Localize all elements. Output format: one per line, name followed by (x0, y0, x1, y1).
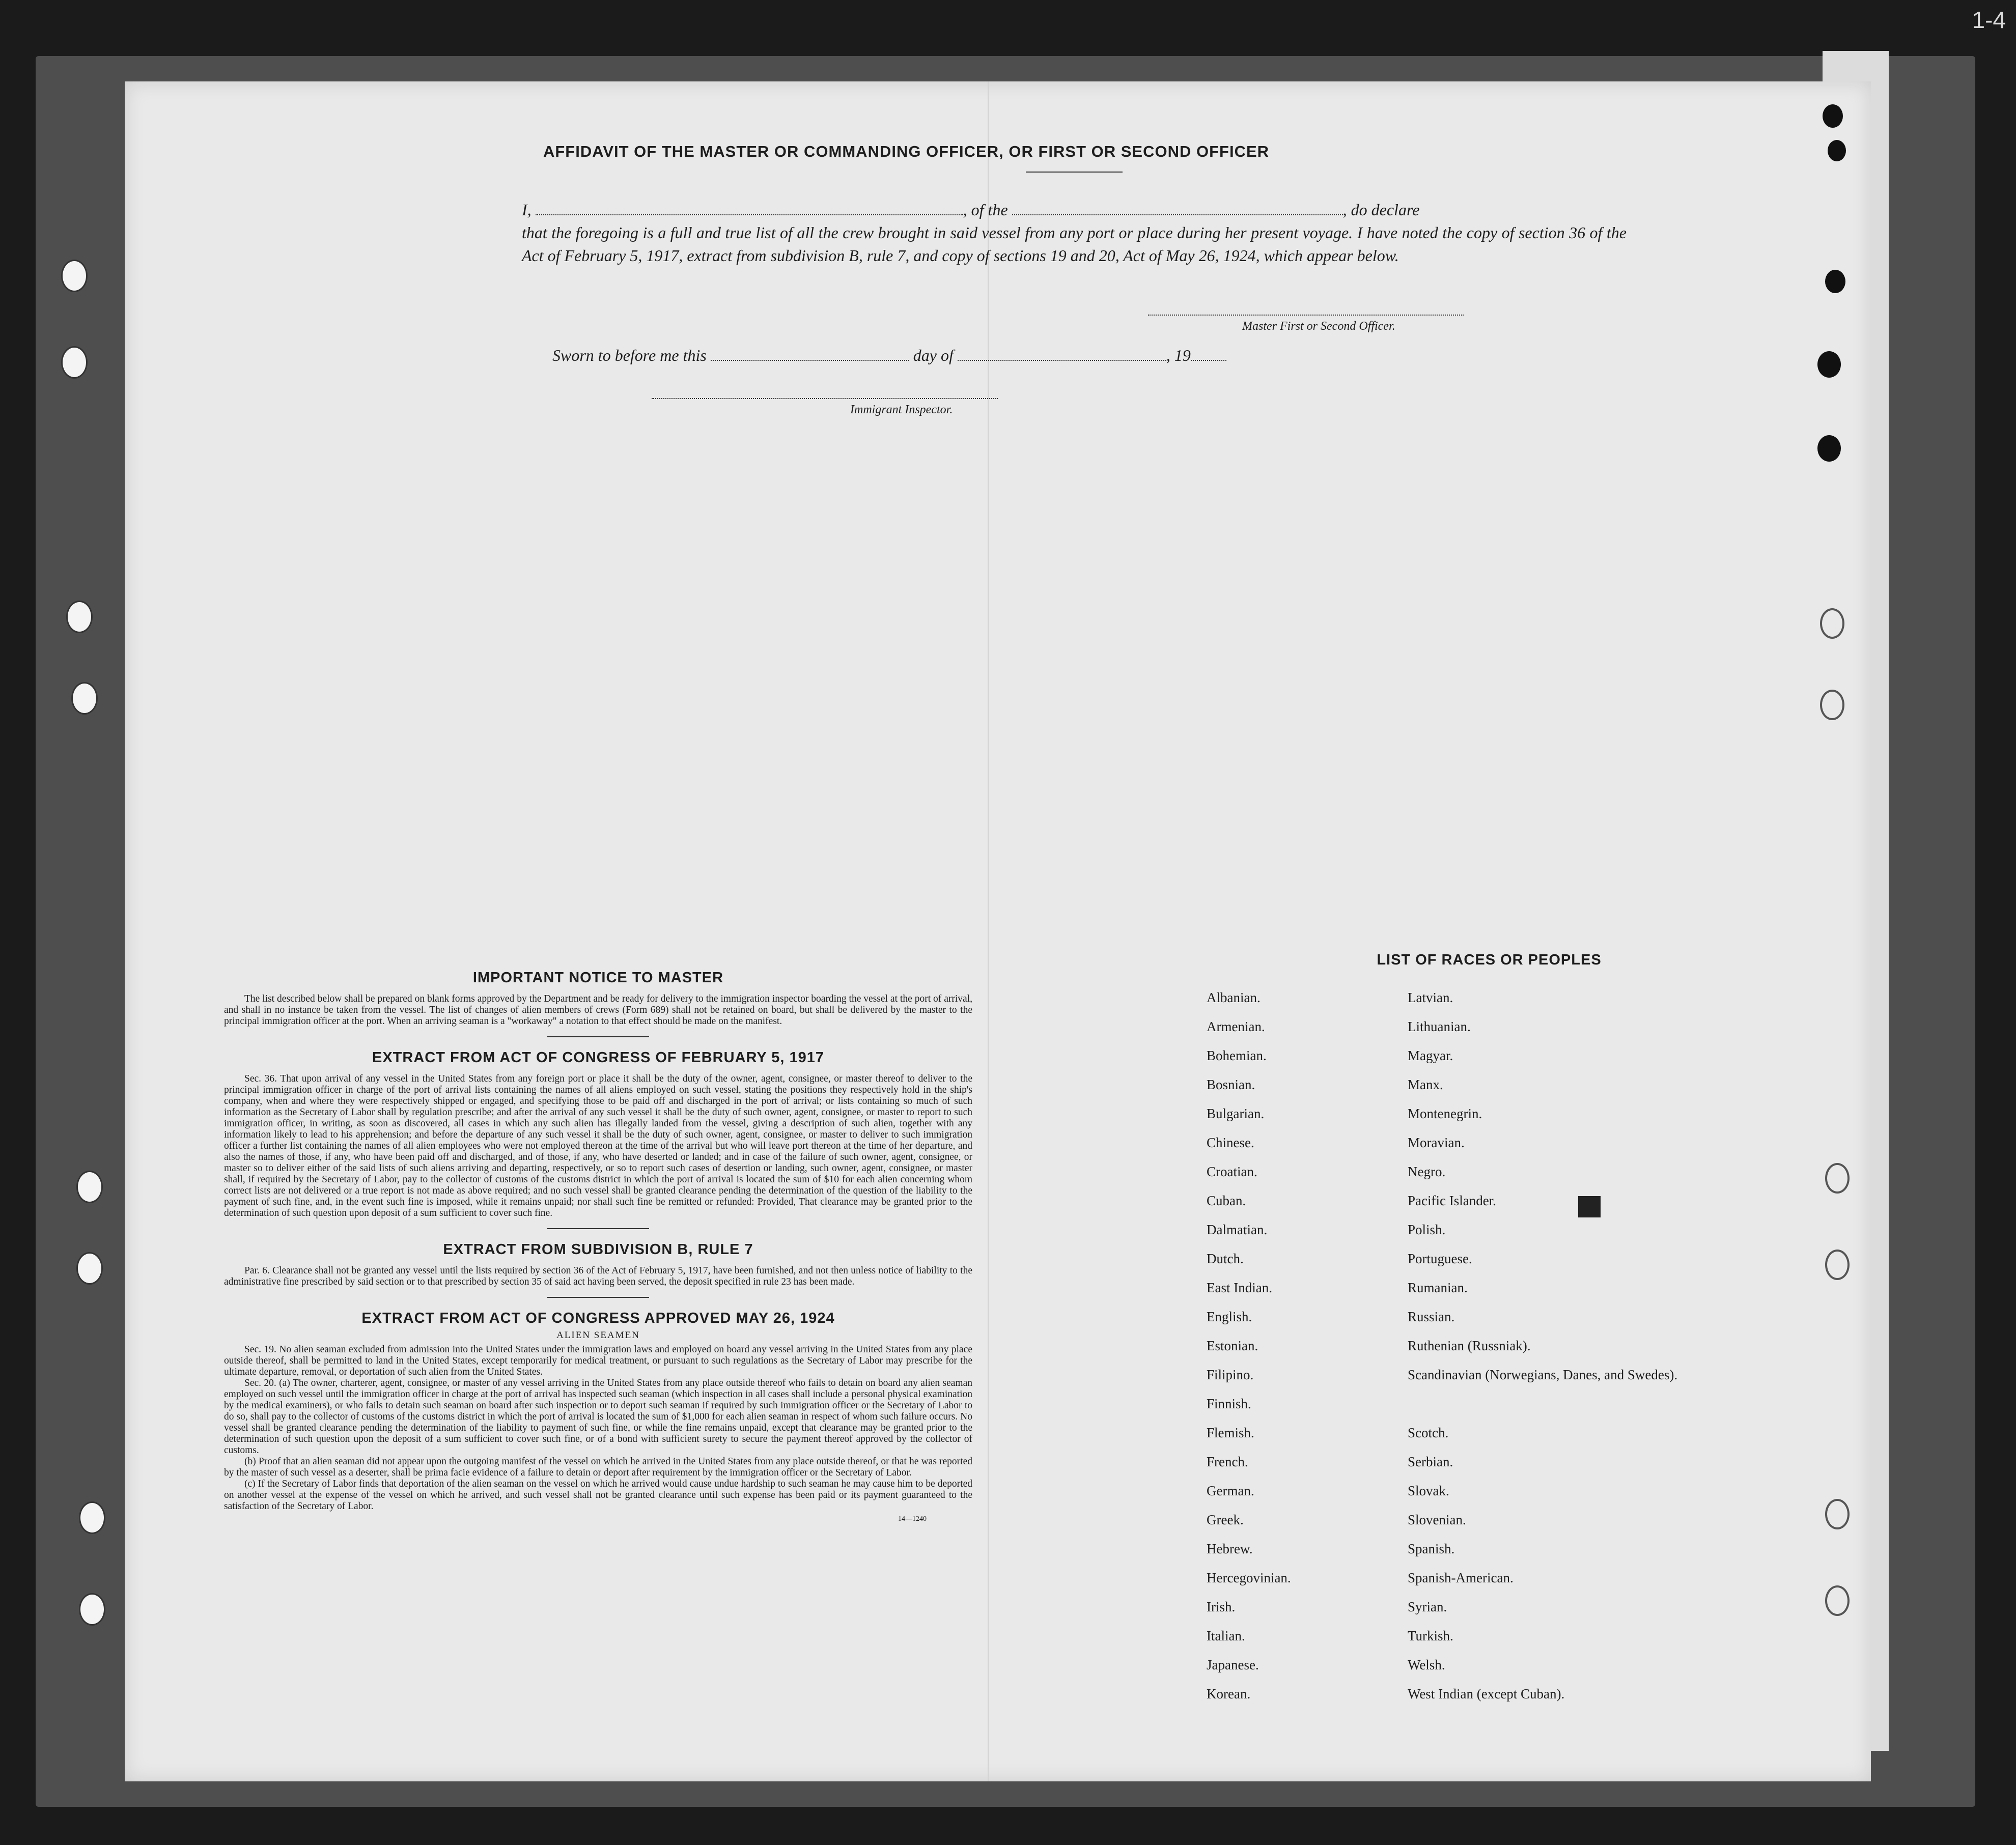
alien-seamen-subtitle: ALIEN SEAMEN (556, 1330, 640, 1341)
race-item: Syrian. (1408, 1599, 1447, 1614)
race-item: French. (1207, 1454, 1248, 1469)
sec-19-text: Sec. 19. No alien seaman excluded from admission into the United States under the immigration laws and employed on board any vessel arriving in the United States from any place outside thereof, shall be permitted to land in the United States, except temporarily for medical treatment, or pursuant to such regulations as the Secretary of Labor may prescribe for the ultimate departure, removal, or deportation of such alien from the United States. (224, 1344, 972, 1377)
race-item: Spanish. (1408, 1541, 1455, 1556)
binder-hole (76, 1171, 103, 1203)
race-item: Montenegrin. (1408, 1106, 1482, 1121)
race-item: Pacific Islander. (1408, 1193, 1496, 1208)
race-item: Irish. (1207, 1599, 1236, 1614)
affidavit-do-declare-label: , do declare (1342, 201, 1420, 219)
affidavit-i-label: I, (522, 201, 531, 219)
punch-hole (1825, 1499, 1850, 1529)
master-signature-line (1148, 315, 1464, 316)
extract-rule7-text: Par. 6. Clearance shall not be granted any vessel until the lists required by section 36 of the Act of February 5, 1917, have been furnished, and not then unless notice of liability to the administrative fine prescribed by said section or to that prescribed by section 35 of said act having been served, the deposit specified in rule 23 has been made. (224, 1265, 972, 1287)
sworn-month-blank (958, 347, 1166, 361)
page-fold (988, 81, 989, 1781)
affidavit-title: AFFIDAVIT OF THE MASTER OR COMMANDING OFFICER, OR FIRST OR SECOND OFFICER (543, 143, 1270, 160)
race-item: Estonian. (1207, 1338, 1258, 1353)
race-item: Italian. (1207, 1628, 1245, 1643)
race-item: Hercegovinian. (1207, 1570, 1291, 1585)
vessel-name-blank (1012, 201, 1343, 215)
affidavit-of-the-label: , of the (963, 201, 1008, 219)
race-item: Lithuanian. (1408, 1019, 1471, 1034)
sec-20a-text: Sec. 20. (a) The owner, charterer, agent, consignee, or master of any vessel arriving in the United States from any place outside thereof who fails to detain on board any alien seaman employed on such vessel until the immigration officer in charge at the port of arrival has inspected such seaman (which inspection in all cases shall include a personal physical examination by the medical examiners), or who fails to detain such seaman on board after such inspection or to deport such seaman if required by such immigration officer or the Secretary of Labor to do so, shall pay to the collector of customs of the customs district in which the port of arrival is located the sum of $1,000 for each alien seaman in respect of whom such failure occurs. No vessel shall be granted clearance pending the determination of the liability to payment of such fine, or while the fine remains unpaid, except that clearance may be granted prior to the determination of such question upon the deposit of a sum sufficient to cover such fine, or of a bond with sufficient surety to secure the payment thereof approved by the collector of customs. (224, 1378, 972, 1456)
extract-rule7-title: EXTRACT FROM SUBDIVISION B, RULE 7 (443, 1241, 753, 1258)
race-item: Filipino. (1207, 1367, 1254, 1382)
race-item: Moravian. (1408, 1135, 1465, 1150)
binder-hole (79, 1501, 105, 1534)
race-item: Portuguese. (1408, 1251, 1472, 1266)
race-item: Finnish. (1207, 1396, 1251, 1411)
race-item: Negro. (1408, 1164, 1446, 1179)
extract-1917-title: EXTRACT FROM ACT OF CONGRESS OF FEBRUARY 5, 1917 (372, 1049, 825, 1066)
inspector-signature-label: Immigrant Inspector. (850, 403, 953, 416)
binder-hole (66, 601, 93, 633)
race-item: Bosnian. (1207, 1077, 1255, 1092)
extract-1924-title: EXTRACT FROM ACT OF CONGRESS APPROVED MAY 26, 1924 (361, 1310, 835, 1326)
race-item: Serbian. (1408, 1454, 1453, 1469)
sworn-statement (552, 346, 1226, 365)
race-item: German. (1207, 1483, 1254, 1498)
master-name-blank (536, 201, 963, 215)
title-divider (1026, 172, 1123, 173)
race-item: Bohemian. (1207, 1048, 1267, 1063)
race-item: Turkish. (1408, 1628, 1453, 1643)
punch-hole (1820, 690, 1844, 720)
sworn-year-label: , 19 (1166, 346, 1191, 364)
sworn-day-of: day of (913, 346, 954, 364)
race-item: Spanish-American. (1408, 1570, 1514, 1585)
race-item: Armenian. (1207, 1019, 1265, 1034)
race-item: Ruthenian (Russniak). (1408, 1338, 1531, 1353)
form-number: 14—1240 (898, 1515, 927, 1523)
race-item: Dutch. (1207, 1251, 1244, 1266)
binder-hole (61, 260, 88, 292)
corner-annotation: 1-4 (1972, 7, 2006, 33)
punch-hole (1820, 608, 1844, 639)
notice-text: The list described below shall be prepared on blank forms approved by the Department and be ready for delivery to the immigration inspector boarding the vessel at the port of arrival, and shall in no instance be taken from the vessel. The list of changes of alien members of crews (Form 689) shall not be retained on board, but shall be delivered by the master to the principal immigration officer at the port. When an arriving seaman is a "workaway" a notation to that effect should be made on the manifest. (224, 994, 972, 1027)
manifest-page (125, 81, 1871, 1781)
race-item: Welsh. (1408, 1657, 1445, 1672)
race-item: Korean. (1207, 1686, 1251, 1701)
race-item: East Indian. (1207, 1280, 1272, 1295)
race-item: Latvian. (1408, 990, 1453, 1005)
punch-hole (1825, 1250, 1850, 1280)
race-item: Scotch. (1408, 1425, 1449, 1440)
sworn-year-blank (1191, 347, 1226, 361)
notice-title: IMPORTANT NOTICE TO MASTER (472, 970, 724, 986)
punch-hole (1825, 1585, 1850, 1616)
races-right-column (1408, 990, 1677, 1715)
race-item: Manx. (1408, 1077, 1443, 1092)
race-item: Rumanian. (1408, 1280, 1468, 1295)
master-signature-label: Master First or Second Officer. (1242, 320, 1395, 333)
race-item: Japanese. (1207, 1657, 1259, 1672)
race-item: English. (1207, 1309, 1252, 1324)
binder-hole (71, 682, 98, 715)
punch-hole (1825, 1163, 1850, 1194)
race-item: Scandinavian (Norwegians, Danes, and Swedes). (1408, 1367, 1678, 1382)
race-item: Dalmatian. (1207, 1222, 1268, 1237)
race-item: Albanian. (1207, 990, 1261, 1005)
races-title: LIST OF RACES OR PEOPLES (1377, 952, 1602, 968)
races-left-column (1207, 990, 1291, 1715)
race-item: Croatian. (1207, 1164, 1257, 1179)
extract-1917-text: Sec. 36. That upon arrival of any vessel in the United States from any foreign port or place it shall be the duty of the owner, agent, consignee, or master thereof to deliver to the principal immigration officer in charge of the port of arrival lists containing the names of all aliens employed on such vessel, stating the positions they respectively hold in the ship's company, when and where they were respectively shipped or engaged, and specifying those to be paid off and discharged in the port of arrival; or lists containing so much of such information as the Secretary of Labor shall by regulation prescribe; and after the arrival of any such vessel it shall be the duty of such owner, agent, consignee, or master to report to such immigration officer, in writing, as soon as discovered, all cases in which any such alien has illegally landed from the vessel, giving a description of such alien, together with any information likely to lead to his apprehension; and before the departure of any such vessel it shall be the duty of such owner, agent, consignee, or master to deliver to such immigration officer a further list containing the names of all alien employees who were not employed thereon at the time of the arrival but who will leave port thereon at the time of her departure, and also the names of those, if any, who have been paid off and discharged, and of those, if any, who have deserted or landed; and in case of the failure of such owner, agent, consignee, or master so to deliver either of the said lists of such aliens arriving and departing, respectively, or so to report such cases of desertion or landing, such owner, agent, consignee, or master shall, if required by the Secretary of Labor, pay to the collector of customs of the customs district in which the port of arrival is located the sum of $10 for each alien concerning whom correct lists are not delivered or a true report is not made as above required; and no such vessel shall be granted clearance pending the determination of the question of the liability to the payment of such fine, and, in the event such fine is imposed, while it remains unpaid; nor shall such fine be remitted or refunded: Provided, That clearance may be granted prior to the determination of such question upon deposit of a sum sufficient to cover such fine. (224, 1073, 972, 1218)
punch-hole (1825, 270, 1845, 293)
punch-hole (1817, 435, 1841, 462)
binder-hole (61, 346, 88, 379)
sworn-day-blank (711, 347, 909, 361)
section-divider (547, 1036, 649, 1037)
sworn-prefix: Sworn to before me this (552, 346, 707, 364)
inspector-signature-line (652, 398, 998, 399)
race-item: Russian. (1408, 1309, 1455, 1324)
punch-hole (1828, 140, 1846, 161)
punch-hole (1823, 104, 1843, 128)
race-item: Bulgarian. (1207, 1106, 1265, 1121)
section-divider (547, 1297, 649, 1298)
race-item: Slovak. (1408, 1483, 1449, 1498)
section-divider (547, 1228, 649, 1229)
race-item: Slovenian. (1408, 1512, 1466, 1527)
race-item: West Indian (except Cuban). (1408, 1686, 1565, 1701)
race-item: Greek. (1207, 1512, 1244, 1527)
affidavit-body: that the foregoing is a full and true list of all the crew brought in said vessel from any port or place during her present voyage. I have noted the copy of section 36 of the Act of February 5, 1917, extract from subdivision B, rule 7, and copy of sections 19 and 20, Act of May 26, 1924, which appear below. (522, 223, 1627, 265)
race-item: Hebrew. (1207, 1541, 1253, 1556)
sec-20c-text: (c) If the Secretary of Labor finds that deportation of the alien seaman on the vessel on which he arrived would cause undue hardship to such seaman he may cause him to be deported on another vessel at the expense of the vessel on which he arrived, and such vessel shall not be granted clearance until such expense has been paid or its payment guaranteed to the satisfaction of the Secretary of Labor. (224, 1479, 972, 1512)
race-item: Cuban. (1207, 1193, 1246, 1208)
race-item: Magyar. (1408, 1048, 1453, 1063)
race-item: Polish. (1408, 1222, 1446, 1237)
punch-hole (1817, 351, 1841, 378)
notice-column (224, 970, 972, 1523)
sec-20b-text: (b) Proof that an alien seaman did not appear upon the outgoing manifest of the vessel on which he arrived in the United States from any place outside thereof, or that he was reported by the master of such vessel as a deserter, shall be prima facie evidence of a failure to detain or deport after requirement by the immigration officer or the Secretary of Labor. (224, 1456, 972, 1478)
binder-hole (79, 1593, 105, 1626)
affidavit-statement (522, 198, 1627, 267)
race-item: Flemish. (1207, 1425, 1254, 1440)
binder-hole (76, 1252, 103, 1285)
race-item: Chinese. (1207, 1135, 1254, 1150)
